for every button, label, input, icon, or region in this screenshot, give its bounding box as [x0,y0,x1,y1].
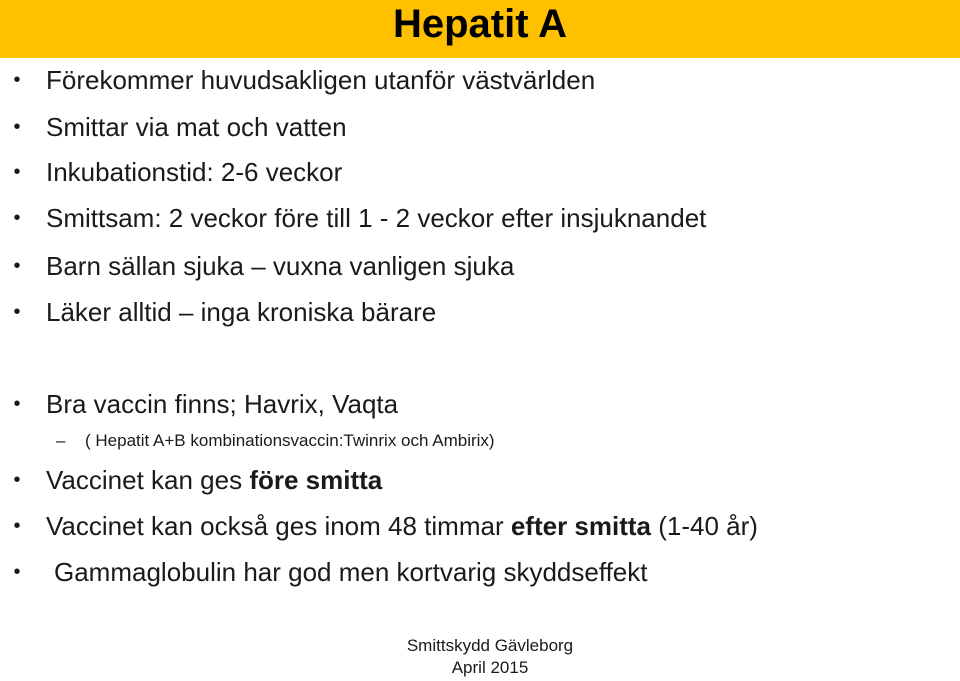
bullet-text: Inkubationstid: 2-6 veckor [46,157,343,187]
footer-date: April 2015 [451,658,529,677]
bullet-text: Smittar via mat och vatten [46,112,347,142]
footer-organization: Smittskydd Gävleborg [406,636,574,655]
bullet-text: Förekommer huvudsakligen utanför västvärlden [46,65,596,95]
bullet-icon: • [13,515,21,537]
bullet-text-suffix: (1-40 år) [650,511,758,541]
slide-title: Hepatit A [392,2,568,46]
bullet-icon: • [13,561,21,583]
bullet-icon: • [13,69,21,91]
bullet-text: Gammaglobulin har god men kortvarig skyddseffekt [54,557,648,587]
bullet-text-prefix: Vaccinet kan också ges inom 48 timmar [46,511,511,541]
dash-icon: – [56,431,66,450]
bullet-text-prefix: Vaccinet kan ges [46,465,250,495]
bullet-text-emphasis: efter smitta [510,511,651,541]
bullet-icon: • [13,207,21,229]
bullet-icon: • [13,301,21,323]
bullet-icon: • [13,393,21,415]
bullet-text: Bra vaccin finns; Havrix, Vaqta [46,389,399,419]
bullet-text [46,460,382,500]
bullet-text: Läker alltid – inga kroniska bärare [46,297,437,327]
bullet-icon: • [13,255,21,277]
bullet-icon: • [13,116,21,138]
bullet-text [46,506,758,546]
sub-bullet-text: ( Hepatit A+B kombinationsvaccin:Twinrix och Ambirix) [85,431,495,450]
bullet-text-emphasis: före smitta [249,465,383,495]
bullet-icon: • [13,161,21,183]
bullet-text: Smittsam: 2 veckor före till 1 - 2 veckor efter insjuknandet [46,203,707,233]
bullet-text: Barn sällan sjuka – vuxna vanligen sjuka [46,251,515,281]
bullet-icon: • [13,469,21,491]
